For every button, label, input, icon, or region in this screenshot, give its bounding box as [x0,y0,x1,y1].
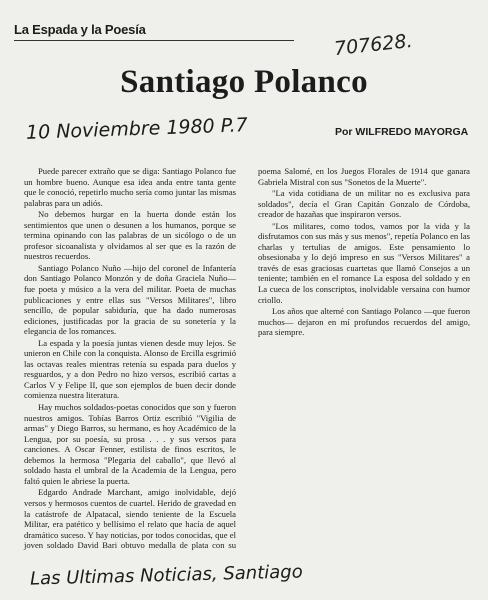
paragraph: "La vida cotidiana de un militar no es exclusiva para soldados", decía el Gran Capitán Gonzalo de Córdoba, creador de hazañas que inspiraron versos. [258,188,470,220]
paragraph: Puede parecer extraño que se diga: Santiago Polanco fue un hombre bueno. Aunque esa idea anda entre tanta gente que le conoció, repetirlo mucho sería como juntar las mismas palabras para un adiós. [24,166,236,208]
paragraph: Edgardo Andrade Marchant, amigo inolvidable, dejó versos y hermosos cuentos de cuartel. Herido de gravedad en la catástrofe de Alpatacal, siendo teniente de la Escuela Militar, era patético y bellísimo el relato que hacía de aquel dramático suceso. Y hay noticias, por todos conocidas, que el joven soldado David Bari obtuvo medalla de plata con su poema Salomé, en los Juegos Florales de 1914 que ganara Gabriela Mistral con sus "Sonetos de la Muerte". [24,166,470,551]
article-title: Santiago Polanco [120,64,368,100]
handwritten-date: 10 Noviembre 1980 P.7 [25,114,249,144]
paragraph: "Los militares, como todos, vamos por la vida y la disfrutamos con sus más y sus menos", repetía Polanco en las charlas y tertulias de amigos. Este pensamiento lo obsesionaba y lo dejó impreso en sus "Versos Militares" a través de esas graciosas cuartetas que llamó Consejos a un teniente; también en el romance La esposa del soldado y en La cueca de los conscriptos, inolvidable versaina con humor criollo. [258,220,470,305]
paragraph: La espada y la poesía juntas vienen desde muy lejos. Se unieron en Chile con la conquista. Alonso de Ercilla esgrimió las octavas reales mientras retenía su espada para duelos y resguardos, y a don Pedro no hizo versos, escribió cartas a Carlos V y Felipe II, que son ejemplos de buen decir donde comienza nuestra literatura. [24,337,236,401]
handwritten-source: Las Ultimas Noticias, Santiago [29,561,303,590]
article-body [24,166,470,554]
paragraph: No debemos hurgar en la huerta donde están los sentimientos que unen o desunen a los humanos, porque se termina opinando con las palabras de un sicólogo o de un profesor sicoanalista y olvidamos al ser que es la razón de nuestros recuerdos. [24,209,236,262]
byline: Por WILFREDO MAYORGA [335,126,469,138]
handwritten-ref-number: 707628. [333,29,414,61]
section-label: La Espada y la Poesía [14,22,146,37]
paragraph: Los años que alterné con Santiago Polanco —que fueron muchos— dejaron en mí profundos recuerdos del amigo, para siempre. [258,306,470,338]
paragraph: Hay muchos soldados-poetas conocidos que son y fueron nuestros amigos. Tobías Barros Ortiz escribió "Vigilia de armas" y Diego Barros, su hermano, es hoy Académico de la Lengua, por su poesía, su prosa . . . y sus versos para canciones. A Oscar Fenner, estilista de finos escritos, le debemos la hermosa "Plegaria del caballo", que llevó al soldado hasta el umbral de la Academia de la Lengua, pero faltó quien le abriese la puerta. [24,402,236,486]
section-rule [14,40,294,41]
paragraph: Santiago Polanco Nuño —hijo del coronel de Infantería don Santiago Polanco Monzón y de doña Graciela Nuño— fue poeta y músico a la vera del militar. Poeta de muchas publicaciones y entre ellas sus "Versos Militares", libro sencillo, de popular sabiduría, que ha dado numerosas ediciones, justificadas por la gracia de su sonetería y la elegancia de los romances. [24,262,236,337]
